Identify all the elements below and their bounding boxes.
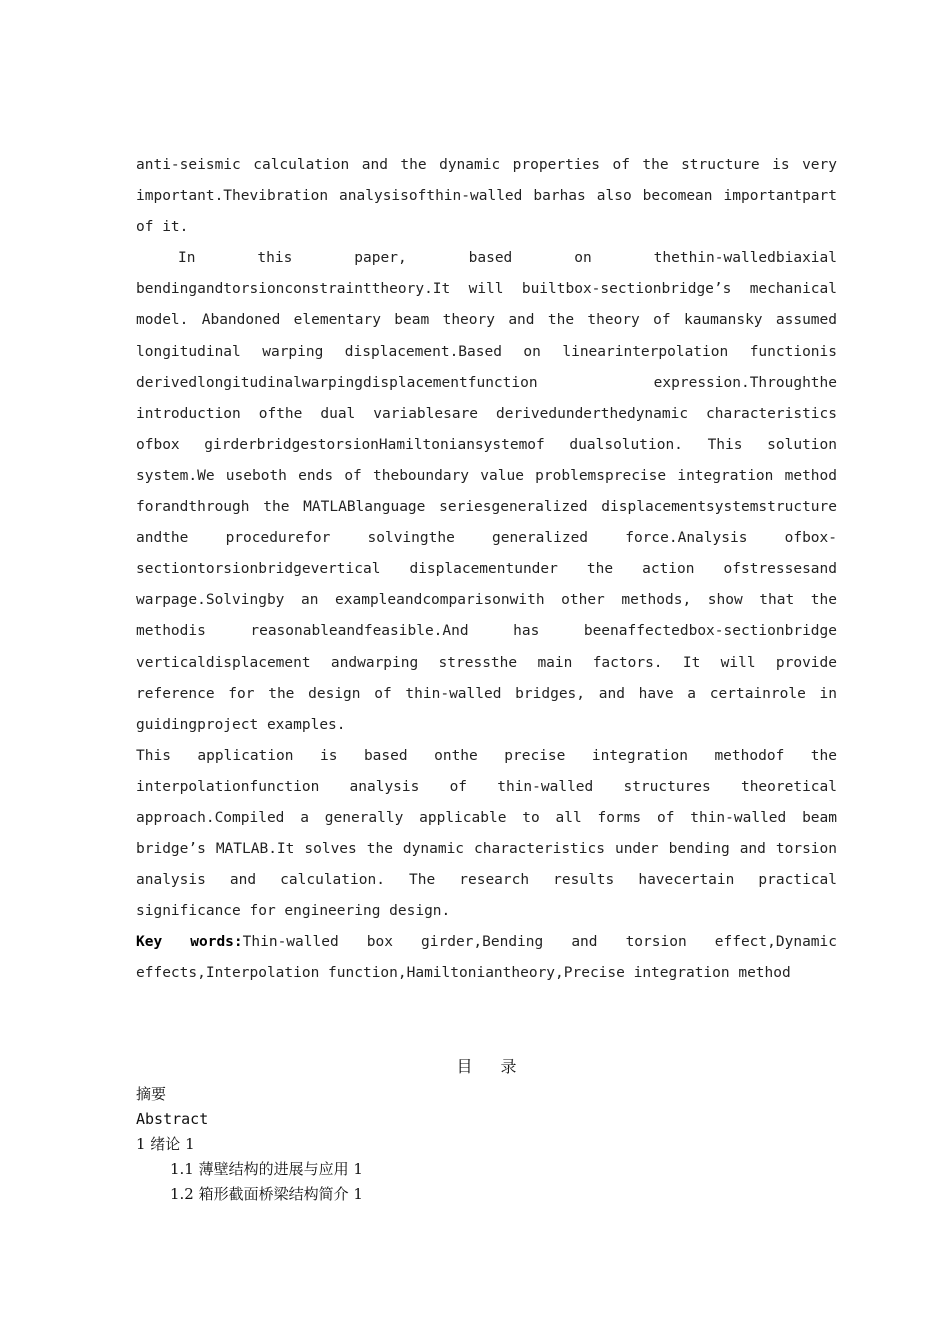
table-of-contents bbox=[136, 1052, 837, 1207]
toc-item-zhaiyao[interactable]: 摘要 bbox=[136, 1085, 167, 1103]
abstract-paragraph-3: This application is based onthe precise integration methodof the interpolationfunction analysis of thin-walled structures theoretical approach.Compiled a generally applicable to all forms of thin-walled beam bridge’s MATLAB.It solves the dynamic characteristics under bending and torsion analysis and calculation. The research results havecertain practical significance for engineering design. bbox=[136, 747, 837, 920]
keywords-label: Key words: bbox=[136, 934, 243, 951]
toc-item-section-1-2[interactable]: 1.2 箱形截面桥梁结构简介 1 bbox=[170, 1185, 363, 1203]
abstract-body bbox=[136, 150, 837, 990]
toc-item-section-1-1[interactable]: 1.1 薄壁结构的进展与应用 1 bbox=[170, 1160, 363, 1178]
toc-item-chapter-1[interactable]: 1 绪论 1 bbox=[136, 1135, 195, 1153]
toc-item-abstract[interactable]: Abstract bbox=[136, 1110, 209, 1128]
abstract-paragraph-2: In this paper, based on thethin-walledbiaxial bendingandtorsionconstrainttheory.It will builtbox-sectionbridge’s mechanical model. Abandoned elementary beam theory and the theory of kaumansky assumed longitudinal warping displacement.Based on linearinterpolation functionis derivedlongitudinalwarpingdisplacementfunction expression.Throughthe introduction ofthe dual variablesare derivedunderthedynamic characteristics ofbox girderbridgestorsionHamiltoniansystemof dualsolution. This solution system.We useboth ends of theboundary value problemsprecise integration method forandthrough the MATLABlanguage seriesgeneralized displacementsystemstructure andthe procedurefor solvingthe generalized force.Analysis ofbox-sectiontorsionbridgevertical displacementunder the action ofstressesand warpage.Solvingby an exampleandcomparisonwith other methods, show that the methodis reasonableandfeasible.And has beenaffectedbox-sectionbridge verticaldisplacement andwarping stressthe main factors. It will provide reference for the design of thin-walled bridges, and have a certainrole in guidingproject examples. bbox=[136, 250, 837, 733]
toc-title: 目录 bbox=[456, 1057, 545, 1076]
keywords-paragraph bbox=[136, 927, 837, 989]
keywords-text: Thin-walled box girder,Bending and torsion effect,Dynamic effects,Interpolation function,Hamiltoniantheory,Precise integration method bbox=[136, 934, 837, 982]
abstract-paragraph-1: anti-seismic calculation and the dynamic properties of the structure is very important.Thevibration analysisofthin-walled barhas also becomean importantpart of it. bbox=[136, 157, 837, 236]
